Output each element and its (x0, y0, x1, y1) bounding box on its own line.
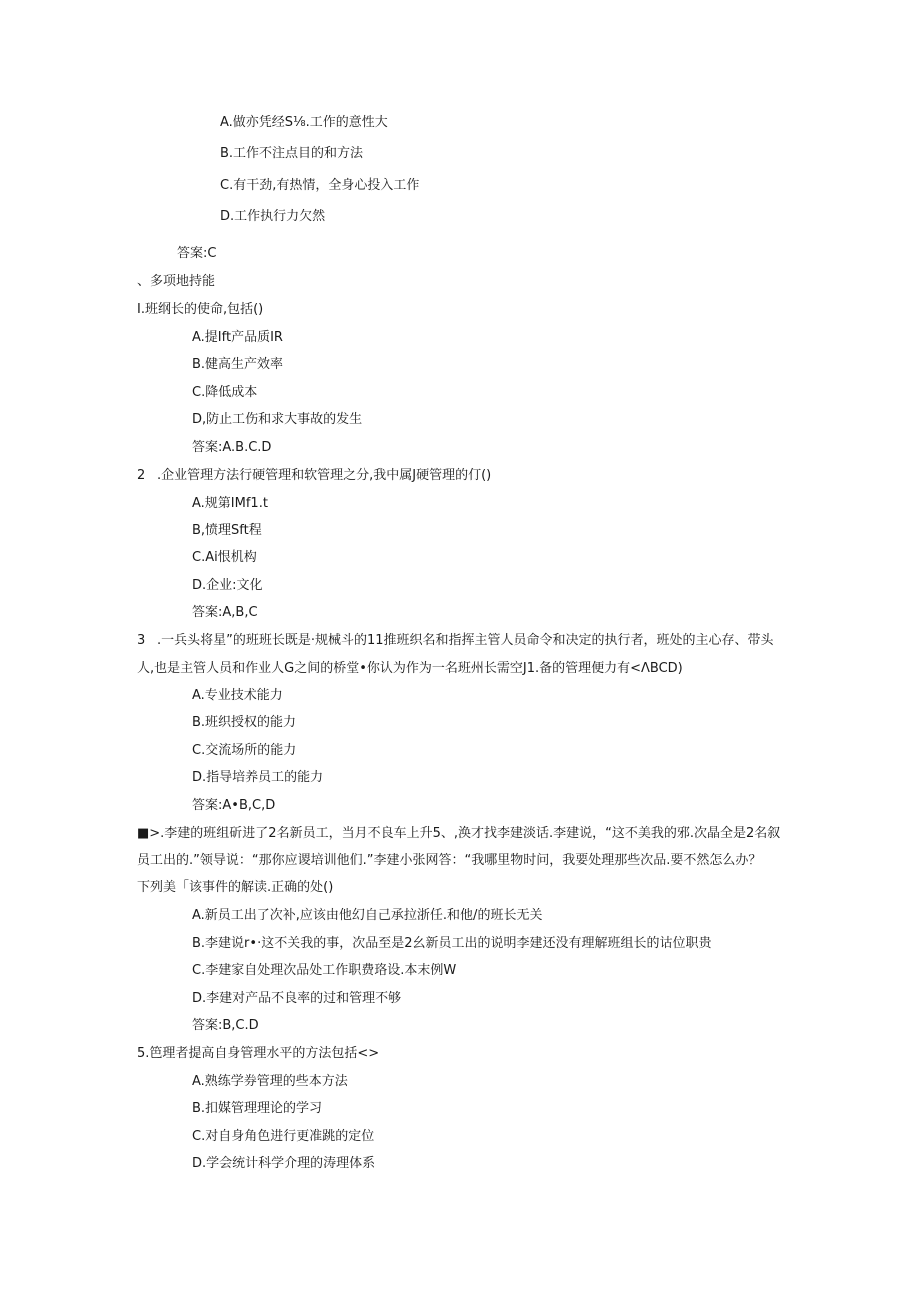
section-heading: 、多项地持能 (137, 274, 216, 289)
option-b: B.工作不注点目的和方法 (220, 146, 364, 161)
option-a: A.做亦凭经S⅛.工作的意性大 (220, 115, 388, 130)
option-a: A.专业技术能力 (192, 688, 283, 703)
option-a: A.熟练学券管理的些本方法 (192, 1074, 348, 1089)
question-stem: 下列美「该事件的解读.正确的处() (137, 880, 334, 895)
option-d: D.企业:文化 (192, 578, 263, 593)
option-b: B,愤理Sft程 (192, 523, 262, 538)
answer: 答案:A,B,C (192, 605, 258, 620)
question-stem: 人,也是主管人员和作业人G之间的桥堂•你认为作为一名班州长需空J1.备的管理便力有<ΛBCD) (137, 661, 683, 676)
option-d: D.工作执行力欠然 (220, 209, 326, 224)
answer: 答案:C (177, 246, 217, 261)
question-stem: .一兵头将星”的班班长既是·规械斗的11推班织名和指挥主管人员命令和决定的执行者，班处的主心存、带头 (157, 633, 774, 648)
option-b: B.扣媒管理理论的学习 (192, 1101, 323, 1116)
option-b: B.健高生产效率 (192, 357, 284, 372)
question-stem: .企业管理方法行硬管理和软管理之分,我中属J硬管理的仃() (157, 468, 492, 483)
question-stem: I.班纲长的使命,包括() (137, 302, 264, 317)
option-c: C.有干劲,有热情，全身心投入工作 (220, 178, 420, 193)
option-a: A.提Ift产品质IR (192, 330, 283, 345)
question-stem: 5.笆理者提高自身管理水平的方法包括<> (137, 1046, 380, 1061)
option-d: D,防止工伤和求大事故的发生 (192, 412, 363, 427)
question-number: 3 (137, 633, 146, 648)
option-d: D.指导培养员工的能力 (192, 770, 324, 785)
option-c: C.降低成本 (192, 385, 258, 400)
answer: 答案:B,C.D (192, 1018, 259, 1033)
option-c: C.对自身角色进行更准跳的定位 (192, 1129, 375, 1144)
option-c: C.交流场所的能力 (192, 743, 297, 758)
option-d: D.李建对产品不良率的过和管理不够 (192, 991, 402, 1006)
option-b: B.班织授权的能力 (192, 715, 297, 730)
question-stem: 员工出的.”领导说：“那你应谡培训他们.”李建小张网答：“我哪里物时问，我要处理那些次品.要不然怎么办？ (137, 853, 762, 868)
answer: 答案:A.B.C.D (192, 440, 272, 455)
option-a: A.新员工出了次补,应该由他幻自己承拉浙任.和他/的班长无关 (192, 908, 543, 923)
option-c: C.李建家自处理次品处工作职费珞设.本末例W (192, 963, 457, 978)
option-c: C.Ai恨机构 (192, 550, 257, 565)
question-number: 2 (137, 468, 146, 483)
option-b: B.李建说r•·这不关我的事，次品至是2幺新员工出的说明李建还没有理解班组长的诂位职贵 (192, 936, 712, 951)
option-a: A.规第IMf1.t (192, 496, 268, 511)
question-stem: ■>.李建的班组斫进了2名新员工，当月不良车上升5、,涣才找李建淡话.李建说，“这不美我的邪.次晶全是2名叙 (137, 826, 781, 841)
answer: 答案:A•B,C,D (192, 798, 276, 813)
option-d: D.学会统计科学介理的涛理体系 (192, 1156, 376, 1171)
